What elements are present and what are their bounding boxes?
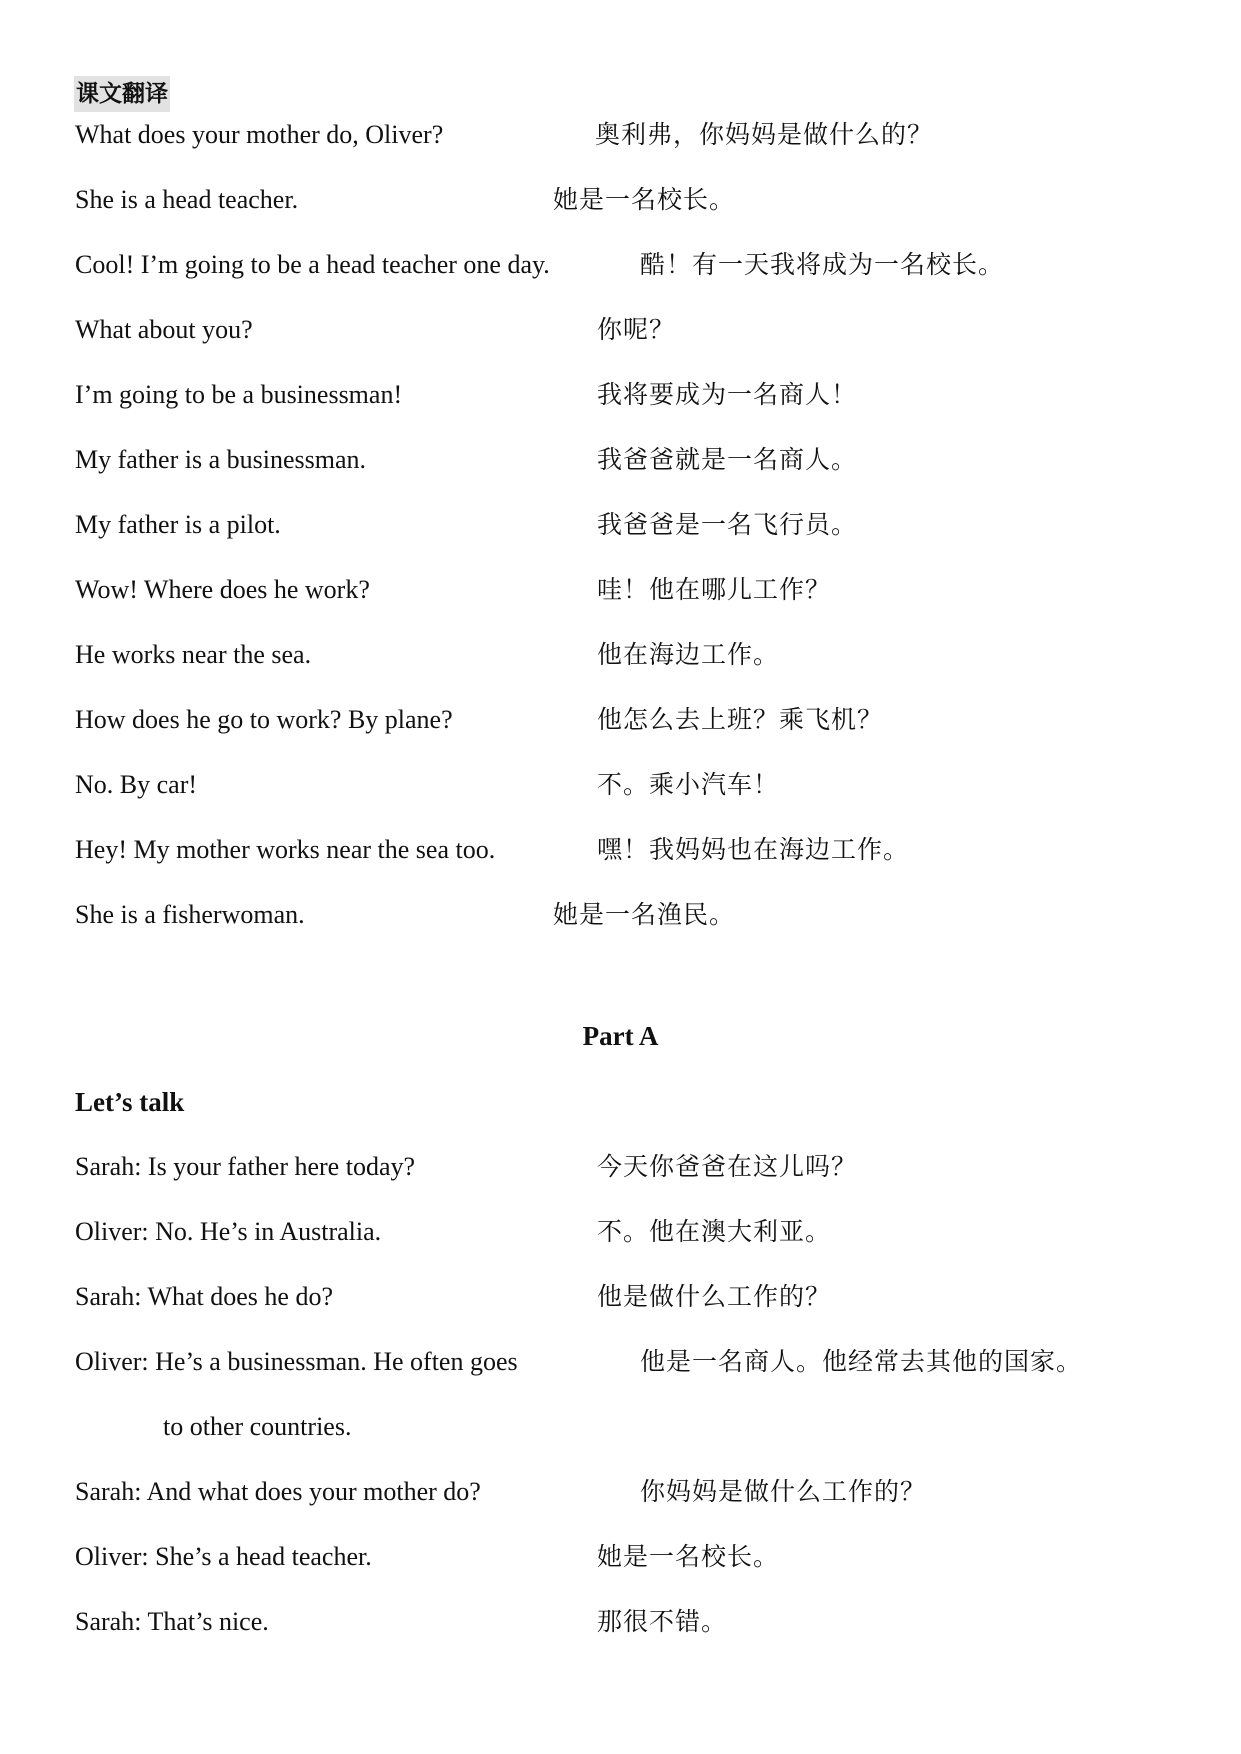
chinese-text: 他怎么去上班？乘飞机？: [597, 705, 884, 734]
chinese-text: 我爸爸是一名飞行员。: [597, 510, 858, 539]
english-text: What about you?: [75, 315, 253, 344]
translation-line: [0, 375, 1241, 415]
translation-line: [0, 180, 1241, 220]
dialogue-line: [0, 1602, 1241, 1642]
chinese-text: 她是一名校长。: [597, 1542, 780, 1571]
chinese-text: 你呢？: [597, 315, 676, 344]
english-text: Hey! My mother works near the sea too.: [75, 835, 496, 864]
english-text: Sarah: And what does your mother do?: [75, 1477, 481, 1506]
part-title: Part A: [582, 1021, 659, 1051]
english-text: Sarah: That’s nice.: [75, 1607, 269, 1636]
chinese-text: 不。他在澳大利亚。: [597, 1217, 832, 1246]
dialogue-line: [0, 1342, 1241, 1382]
chinese-text: 那很不错。: [597, 1607, 728, 1636]
chinese-text: 他是一名商人。他经常去其他的国家。: [640, 1347, 1083, 1376]
section-heading: 课文翻译: [74, 76, 170, 112]
chinese-text: 嘿！我妈妈也在海边工作。: [597, 835, 910, 864]
dialogue-line: [0, 1277, 1241, 1317]
chinese-text: 今天你爸爸在这儿吗？: [597, 1152, 858, 1181]
chinese-text: 奥利弗，你妈妈是做什么的？: [595, 120, 934, 149]
english-text: Sarah: Is your father here today?: [75, 1152, 416, 1181]
dialogue-line: [0, 1212, 1241, 1252]
english-text: Sarah: What does he do?: [75, 1282, 333, 1311]
english-text: No. By car!: [75, 770, 198, 799]
dialogue-line: [0, 1147, 1241, 1187]
english-text: How does he go to work? By plane?: [75, 705, 453, 734]
chinese-text: 她是一名校长。: [553, 185, 736, 214]
translation-line: [0, 440, 1241, 480]
translation-line: [0, 505, 1241, 545]
translation-line: [0, 830, 1241, 870]
translation-line: [0, 700, 1241, 740]
translation-line: [0, 570, 1241, 610]
english-text: Oliver: She’s a head teacher.: [75, 1542, 372, 1571]
chinese-text: 他在海边工作。: [597, 640, 780, 669]
chinese-text: 不。乘小汽车！: [597, 770, 780, 799]
translation-line: [0, 115, 1241, 155]
chinese-text: 酷！有一天我将成为一名校长。: [640, 250, 1005, 279]
translation-line: [0, 245, 1241, 285]
chinese-text: 哇！他在哪儿工作？: [597, 575, 832, 604]
english-text: Oliver: He’s a businessman. He often goes: [75, 1347, 518, 1376]
english-text: Wow! Where does he work?: [75, 575, 370, 604]
chinese-text: 我爸爸就是一名商人。: [597, 445, 858, 474]
translation-line: [0, 895, 1241, 935]
subheading: Let’s talk: [75, 1087, 185, 1117]
chinese-text: 你妈妈是做什么工作的？: [640, 1477, 927, 1506]
chinese-text: 我将要成为一名商人！: [597, 380, 858, 409]
translation-line: [0, 310, 1241, 350]
english-text: What does your mother do, Oliver?: [75, 120, 444, 149]
english-text: Cool! I’m going to be a head teacher one day.: [75, 250, 550, 279]
english-text: to other countries.: [163, 1412, 352, 1441]
english-text: She is a head teacher.: [75, 185, 299, 214]
english-text: My father is a businessman.: [75, 445, 367, 474]
english-text: I’m going to be a businessman!: [75, 380, 403, 409]
chinese-text: 他是做什么工作的？: [597, 1282, 832, 1311]
chinese-text: 她是一名渔民。: [553, 900, 736, 929]
english-text: My father is a pilot.: [75, 510, 281, 539]
dialogue-line: [0, 1472, 1241, 1512]
translation-line: [0, 765, 1241, 805]
english-text: Oliver: No. He’s in Australia.: [75, 1217, 382, 1246]
english-text: He works near the sea.: [75, 640, 312, 669]
english-text: She is a fisherwoman.: [75, 900, 305, 929]
translation-line: [0, 635, 1241, 675]
dialogue-line: [0, 1537, 1241, 1577]
dialogue-line: [0, 1407, 1241, 1447]
